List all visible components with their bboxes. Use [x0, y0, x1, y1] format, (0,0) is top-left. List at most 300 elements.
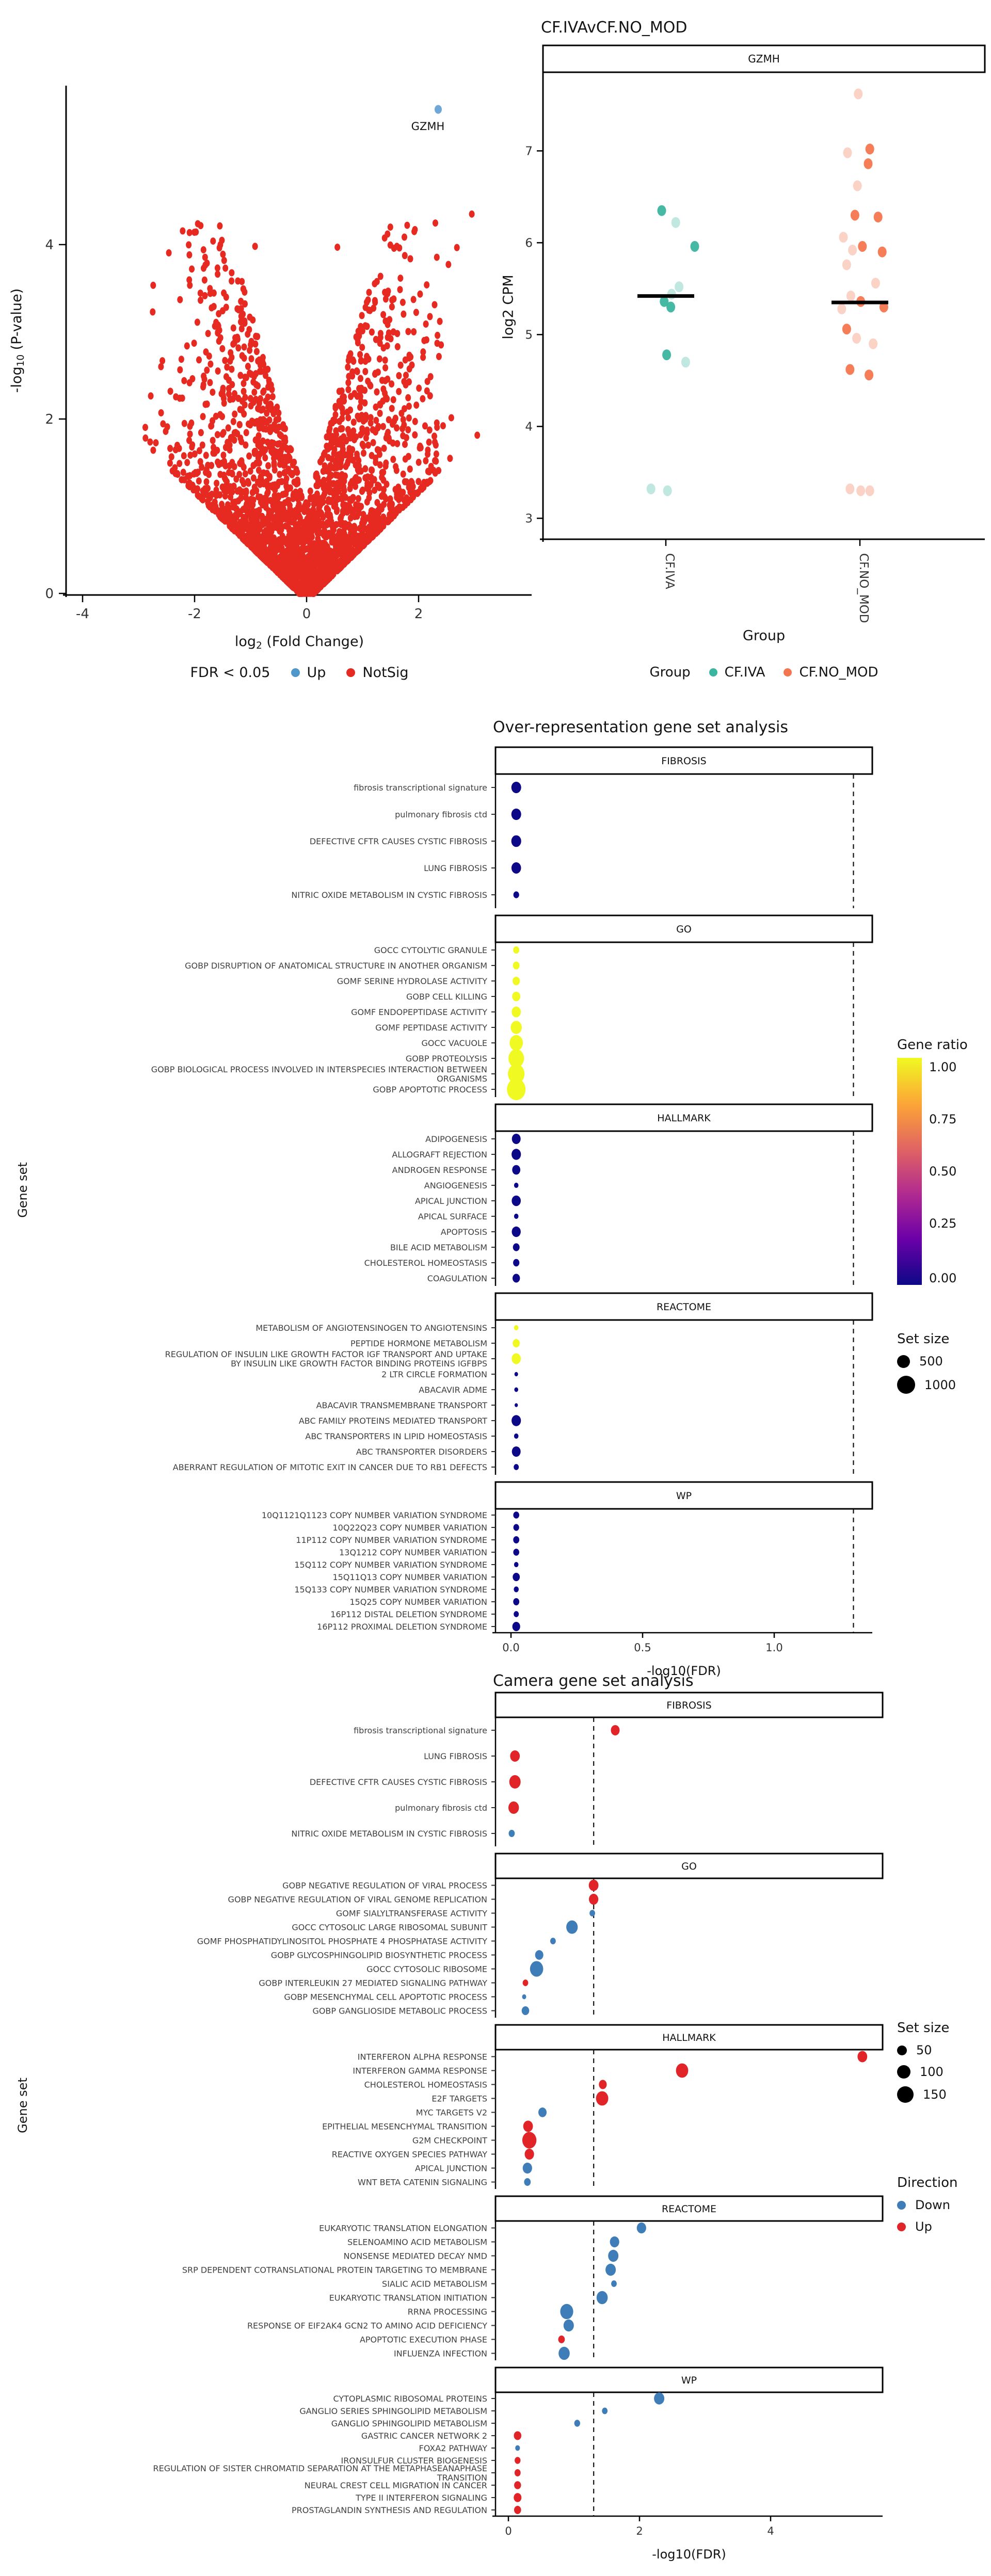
- gene-set-label: ADIPOGENESIS: [425, 1134, 487, 1144]
- volcano-point: [252, 547, 258, 554]
- volcano-point: [275, 502, 280, 509]
- volcano-point: [422, 422, 428, 429]
- dotplot-x-tick: 1.0: [765, 1641, 783, 1654]
- gene-ratio-tick: 0.25: [929, 1216, 957, 1231]
- volcano-point: [356, 495, 361, 502]
- volcano-point: [331, 567, 337, 574]
- volcano-point: [225, 439, 230, 446]
- up-dot-icon: [291, 668, 300, 677]
- volcano-point: [362, 465, 368, 472]
- volcano-point: [230, 499, 236, 506]
- volcano-point: [282, 454, 288, 461]
- volcano-point: [222, 492, 228, 500]
- gene-set-dot: [513, 1598, 519, 1605]
- gene-set-label: GOBP GANGLIOSIDE METABOLIC PROCESS: [312, 2006, 487, 2016]
- gene-set-label: SRP DEPENDENT COTRANSLATIONAL PROTEIN TARGETING TO MEMBRANE: [182, 2265, 487, 2275]
- facet-strip-label: HALLMARK: [662, 2032, 716, 2043]
- volcano-point: [254, 348, 260, 355]
- strip-x-tick: CF.IVA: [663, 553, 676, 589]
- gene-set-dot: [558, 2347, 570, 2360]
- volcano-point: [413, 401, 419, 409]
- volcano-point: [369, 515, 374, 522]
- gene-set-dot: [597, 2291, 608, 2304]
- gene-set-dot: [513, 1622, 520, 1631]
- volcano-point: [333, 459, 339, 466]
- volcano-point: [355, 393, 360, 400]
- volcano-point: [265, 533, 270, 540]
- volcano-point: [300, 560, 306, 568]
- gene-set-label: ABACAVIR TRANSMEMBRANE TRANSPORT: [316, 1400, 487, 1410]
- gene-set-dot: [610, 2236, 619, 2247]
- gene-set-dot: [512, 1196, 521, 1206]
- volcano-point: [318, 509, 324, 517]
- volcano-point: [351, 418, 357, 426]
- volcano-point: [174, 442, 180, 449]
- strip-legend-title: Group: [649, 665, 691, 680]
- volcano-point: [275, 511, 281, 519]
- volcano-point: [232, 411, 237, 418]
- gene-set-label: NEURAL CREST CELL MIGRATION IN CANCER: [304, 2481, 487, 2490]
- gene-set-label: GOMF SIALYLTRANSFERASE ACTIVITY: [335, 1908, 487, 1919]
- gene-set-dot: [512, 992, 520, 1002]
- volcano-point: [209, 304, 214, 312]
- volcano-point: [173, 393, 179, 400]
- volcano-point: [346, 452, 351, 459]
- strip-point: [848, 245, 857, 255]
- volcano-point: [236, 471, 242, 478]
- volcano-point: [356, 468, 361, 475]
- volcano-point: [177, 366, 183, 374]
- strip-point: [866, 143, 874, 154]
- volcano-point: [263, 372, 268, 379]
- strip-point: [675, 281, 683, 292]
- volcano-point: [369, 466, 375, 474]
- gene-set-label: 16P112 DISTAL DELETION SYNDROME: [330, 1609, 487, 1619]
- volcano-point: [195, 318, 200, 326]
- gene-set-dot: [560, 2304, 573, 2320]
- strip-point: [852, 333, 861, 344]
- ora-y-axis-label: Gene set: [15, 1162, 30, 1218]
- volcano-point: [169, 453, 174, 460]
- strip-point: [663, 486, 672, 496]
- gene-set-dot: [512, 1354, 521, 1364]
- gene-set-dot: [523, 2121, 533, 2132]
- volcano-point: [210, 237, 216, 245]
- volcano-point: [209, 422, 214, 429]
- strip-point: [866, 486, 874, 496]
- gene-set-dot: [558, 2336, 565, 2343]
- gene-set-label: SIALIC ACID METABOLISM: [382, 2279, 487, 2289]
- facet-strip-label: FIBROSIS: [666, 1700, 712, 1711]
- dotplot-x-tick: 0.5: [634, 1641, 651, 1654]
- volcano-point: [404, 478, 409, 486]
- volcano-point: [382, 357, 388, 364]
- volcano-point: [223, 304, 229, 311]
- volcano-point: [296, 501, 302, 508]
- gene-set-dot: [515, 2457, 520, 2464]
- volcano-point: [402, 252, 408, 259]
- volcano-point: [228, 483, 233, 490]
- volcano-point: [369, 329, 375, 336]
- volcano-point: [247, 314, 252, 321]
- volcano-point: [271, 425, 277, 432]
- ora-dotplot: [151, 747, 872, 1654]
- strip-point: [854, 89, 862, 100]
- gene-set-label: ABC FAMILY PROTEINS MEDIATED TRANSPORT: [298, 1416, 487, 1426]
- volcano-point: [319, 545, 325, 552]
- volcano-point: [325, 571, 331, 578]
- gene-set-label: 15Q112 COPY NUMBER VARIATION SYNDROME: [294, 1560, 487, 1570]
- volcano-point: [374, 389, 380, 396]
- volcano-point: [229, 278, 234, 285]
- gene-set-label: GOBP MESENCHYMAL CELL APOPTOTIC PROCESS: [284, 1992, 487, 2002]
- facet-strip-label: HALLMARK: [657, 1113, 711, 1124]
- volcano-point: [200, 487, 206, 494]
- volcano-point: [187, 229, 193, 236]
- gene-set-label: NONSENSE MEDIATED DECAY NMD: [343, 2251, 487, 2261]
- volcano-point: [354, 333, 359, 341]
- volcano-point: [436, 353, 442, 360]
- gene-set-dot: [514, 1611, 519, 1617]
- volcano-point: [395, 343, 401, 350]
- volcano-point: [398, 491, 404, 498]
- volcano-point: [381, 501, 387, 508]
- facet-strip-label: REACTOME: [661, 2203, 717, 2215]
- gene-set-dot: [514, 1562, 519, 1567]
- volcano-point: [324, 433, 330, 441]
- dotplot-x-tick: 2: [636, 2525, 643, 2537]
- volcano-point: [265, 559, 270, 566]
- gene-ratio-legend-title: Gene ratio: [897, 1037, 968, 1053]
- volcano-point: [404, 434, 409, 441]
- volcano-point: [340, 394, 345, 401]
- volcano-point: [434, 420, 440, 427]
- gene-set-dot: [523, 1979, 529, 1986]
- volcano-point: [315, 585, 321, 592]
- volcano-point: [291, 546, 297, 554]
- volcano-point: [295, 479, 300, 487]
- ora-set-size-legend: [897, 1331, 956, 1401]
- volcano-point: [231, 325, 236, 332]
- camera-x-axis-label: -log10(FDR): [652, 2547, 726, 2562]
- volcano-point: [396, 388, 402, 395]
- volcano-point: [231, 418, 236, 425]
- volcano-point: [265, 462, 271, 470]
- strip-y-tick: 7: [525, 144, 533, 158]
- volcano-point: [286, 518, 292, 525]
- volcano-point: [254, 517, 260, 524]
- volcano-point: [218, 334, 223, 342]
- volcano-point: [383, 394, 389, 401]
- volcano-point: [243, 441, 248, 448]
- volcano-point: [220, 251, 226, 258]
- volcano-point: [250, 501, 255, 508]
- volcano-point: [428, 373, 434, 380]
- volcano-point: [202, 277, 207, 284]
- gene-set-dot: [514, 1214, 519, 1219]
- volcano-point: [316, 539, 322, 546]
- volcano-point: [265, 439, 270, 446]
- gene-set-label: EUKARYOTIC TRANSLATION ELONGATION: [319, 2223, 487, 2233]
- gene-set-label: fibrosis transcriptional signature: [354, 1726, 487, 1735]
- volcano-point: [226, 424, 231, 431]
- volcano-point: [189, 265, 195, 272]
- volcano-point: [283, 490, 289, 497]
- gene-set-label: SELENOAMINO ACID METABOLISM: [347, 2237, 487, 2247]
- volcano-point: [197, 447, 202, 454]
- volcano-legend-notsig: NotSig: [362, 665, 409, 681]
- volcano-point: [265, 548, 271, 555]
- volcano-point: [364, 485, 370, 492]
- set-size-50-icon: [897, 2046, 907, 2055]
- volcano-point: [420, 395, 425, 403]
- volcano-point: [239, 278, 245, 285]
- volcano-point: [407, 352, 412, 359]
- volcano-point: [244, 500, 250, 507]
- gene-set-label: 15Q25 COPY NUMBER VARIATION: [349, 1597, 487, 1607]
- volcano-point: [275, 538, 281, 545]
- gene-set-label: APOPTOTIC EXECUTION PHASE: [359, 2335, 487, 2345]
- gene-set-dot: [514, 1434, 519, 1439]
- gene-set-label: pulmonary fibrosis ctd: [395, 1803, 487, 1813]
- volcano-point: [198, 429, 204, 436]
- gene-ratio-tick: 0.00: [929, 1270, 957, 1285]
- volcano-point: [421, 337, 427, 344]
- volcano-point: [263, 426, 269, 433]
- volcano-point: [394, 440, 400, 447]
- volcano-point: [186, 251, 192, 259]
- gene-set-label: APICAL JUNCTION: [414, 2163, 487, 2174]
- volcano-point: [332, 556, 338, 564]
- gene-set-label: 10Q1121Q1123 COPY NUMBER VARIATION SYNDROME: [261, 1510, 487, 1520]
- volcano-point: [411, 296, 417, 303]
- gene-set-dot: [514, 2493, 521, 2502]
- volcano-point: [401, 311, 406, 318]
- volcano-point: [423, 320, 429, 328]
- volcano-point: [204, 366, 210, 374]
- volcano-point: [239, 488, 245, 495]
- volcano-point: [167, 445, 173, 452]
- volcano-point: [261, 480, 266, 488]
- gene-set-dot: [513, 1573, 520, 1581]
- volcano-point: [267, 474, 273, 481]
- volcano-point: [413, 309, 419, 316]
- volcano-point: [449, 414, 454, 422]
- gene-set-dot: [513, 1339, 520, 1347]
- volcano-point: [374, 499, 380, 506]
- gene-set-dot: [507, 1078, 525, 1100]
- strip-legend-cfnomod: CF.NO_MOD: [799, 665, 878, 680]
- volcano-point: [362, 399, 367, 407]
- volcano-point: [227, 358, 233, 365]
- gene-ratio-ticks: [929, 1058, 970, 1285]
- volcano-y-tick: 2: [45, 412, 54, 427]
- volcano-point: [317, 458, 323, 465]
- volcano-y-tick: 0: [45, 586, 54, 602]
- gzmh-point: [435, 105, 442, 114]
- volcano-point: [416, 459, 422, 466]
- volcano-y-tick: 4: [45, 237, 54, 253]
- volcano-point: [189, 443, 195, 450]
- volcano-point: [286, 525, 292, 532]
- gene-set-label: GOBP NEGATIVE REGULATION OF VIRAL GENOME REPLICATION: [228, 1894, 487, 1905]
- strip-point: [865, 369, 873, 380]
- volcano-point: [359, 488, 365, 495]
- gene-set-label: GOCC CYTOLYTIC GRANULE: [374, 945, 487, 955]
- volcano-point: [271, 544, 277, 552]
- volcano-point: [201, 265, 206, 272]
- gene-set-dot: [608, 2250, 618, 2262]
- volcano-point: [253, 333, 259, 340]
- volcano-point: [401, 416, 406, 423]
- strip-point: [878, 247, 887, 257]
- volcano-point: [150, 309, 155, 316]
- volcano-point: [358, 358, 364, 365]
- volcano-point: [328, 498, 333, 505]
- set-size-100-label: 100: [920, 2065, 944, 2079]
- cfnomod-dot-icon: [784, 668, 792, 677]
- gene-set-label: 2 LTR CIRCLE FORMATION: [381, 1370, 487, 1379]
- volcano-point: [196, 356, 202, 363]
- volcano-point: [397, 275, 403, 282]
- volcano-point: [388, 505, 393, 512]
- volcano-point: [281, 536, 286, 543]
- volcano-point: [276, 409, 281, 416]
- volcano-point: [297, 514, 303, 522]
- strip-point: [837, 303, 846, 314]
- volcano-point: [328, 441, 333, 448]
- volcano-point: [223, 294, 229, 301]
- volcano-point: [201, 373, 206, 380]
- gene-set-label: ANDROGEN RESPONSE: [392, 1165, 487, 1175]
- strip-point: [856, 486, 865, 496]
- volcano-point: [356, 506, 362, 513]
- set-size-50-label: 50: [916, 2043, 932, 2057]
- dotplot-x-tick: 4: [767, 2525, 774, 2537]
- volcano-point: [402, 405, 407, 412]
- gene-set-dot: [513, 1511, 519, 1519]
- gene-set-dot: [589, 1880, 599, 1891]
- gene-set-label: RRNA PROCESSING: [407, 2307, 487, 2317]
- gene-set-label: INFLUENZA INFECTION: [393, 2348, 487, 2359]
- volcano-point: [438, 341, 444, 348]
- volcano-point: [275, 441, 281, 448]
- volcano-point: [380, 423, 386, 430]
- volcano-point: [369, 452, 375, 459]
- volcano-point: [258, 443, 263, 450]
- gene-set-dot: [514, 1524, 519, 1531]
- volcano-point: [272, 492, 278, 500]
- gene-set-label: DEFECTIVE CFTR CAUSES CYSTIC FIBROSIS: [309, 836, 487, 846]
- volcano-point: [232, 390, 237, 397]
- gene-set-label: GOCC VACUOLE: [421, 1038, 487, 1048]
- volcano-point: [321, 468, 326, 475]
- volcano-point: [405, 394, 411, 401]
- volcano-point: [360, 327, 365, 334]
- gene-ratio-legend: [897, 1037, 970, 1285]
- gene-set-label: GANGLIO SPHINGOLIPID METABOLISM: [331, 2419, 487, 2428]
- volcano-point: [158, 363, 164, 371]
- volcano-point: [342, 546, 348, 553]
- gene-set-dot: [512, 835, 521, 847]
- volcano-point: [252, 448, 258, 455]
- volcano-point: [390, 456, 396, 463]
- volcano-point: [242, 355, 247, 362]
- volcano-point: [282, 574, 287, 581]
- volcano-point: [409, 361, 415, 368]
- volcano-legend: [67, 665, 532, 681]
- gene-set-dot: [523, 2163, 532, 2174]
- volcano-point: [247, 347, 252, 354]
- gene-set-label: WNT BETA CATENIN SIGNALING: [358, 2177, 487, 2187]
- volcano-point: [357, 525, 363, 532]
- gene-set-label: COAGULATION: [427, 1274, 487, 1283]
- volcano-point: [361, 449, 366, 457]
- gene-set-label: E2F TARGETS: [431, 2094, 487, 2104]
- strip-point: [851, 210, 859, 221]
- volcano-point: [345, 379, 351, 387]
- volcano-point: [318, 574, 324, 581]
- volcano-point: [364, 323, 370, 330]
- volcano-point: [221, 458, 227, 465]
- volcano-point: [276, 479, 282, 486]
- gene-set-dot: [514, 891, 519, 898]
- gene-set-label: APICAL JUNCTION: [414, 1196, 487, 1206]
- set-size-150-label: 150: [923, 2087, 947, 2102]
- volcano-point: [325, 506, 331, 513]
- gene-set-label: GOBP NEGATIVE REGULATION OF VIRAL PROCESS: [282, 1880, 487, 1891]
- volcano-point: [181, 452, 187, 459]
- volcano-point: [269, 386, 275, 393]
- direction-up-icon: [897, 2223, 906, 2231]
- set-size-1000-icon: [897, 1376, 915, 1394]
- volcano-point: [184, 342, 190, 349]
- volcano-point: [367, 530, 373, 538]
- volcano-point: [222, 265, 228, 272]
- volcano-point: [432, 439, 438, 446]
- volcano-point: [279, 567, 285, 574]
- volcano-point: [416, 384, 422, 392]
- volcano-point: [222, 357, 228, 364]
- volcano-point: [404, 222, 410, 229]
- volcano-point: [244, 429, 249, 436]
- gene-set-dot: [513, 1259, 519, 1266]
- volcano-point: [180, 395, 185, 402]
- gene-set-label: ORGANISMS: [437, 1074, 487, 1084]
- volcano-point: [260, 501, 265, 508]
- volcano-point: [368, 420, 374, 427]
- volcano-point: [393, 463, 398, 470]
- set-size-100-icon: [897, 2065, 910, 2079]
- gene-set-label: ANGIOGENESIS: [424, 1181, 487, 1190]
- volcano-point: [445, 261, 451, 268]
- gene-set-label: 15Q11Q13 COPY NUMBER VARIATION: [332, 1572, 487, 1582]
- volcano-point: [199, 463, 204, 471]
- volcano-point: [262, 454, 268, 461]
- strip-point: [662, 349, 671, 360]
- volcano-point: [431, 467, 437, 474]
- volcano-point: [388, 223, 393, 231]
- gene-set-label: PROSTAGLANDIN SYNTHESIS AND REGULATION: [291, 2505, 487, 2515]
- volcano-point: [327, 425, 332, 432]
- volcano-point: [186, 276, 192, 283]
- volcano-point: [187, 452, 193, 459]
- volcano-point: [372, 371, 378, 378]
- volcano-point: [258, 545, 263, 553]
- gene-set-dot: [514, 1183, 519, 1188]
- gene-set-label: ALLOGRAFT REJECTION: [392, 1150, 487, 1160]
- gene-set-label: LUNG FIBROSIS: [424, 1751, 487, 1761]
